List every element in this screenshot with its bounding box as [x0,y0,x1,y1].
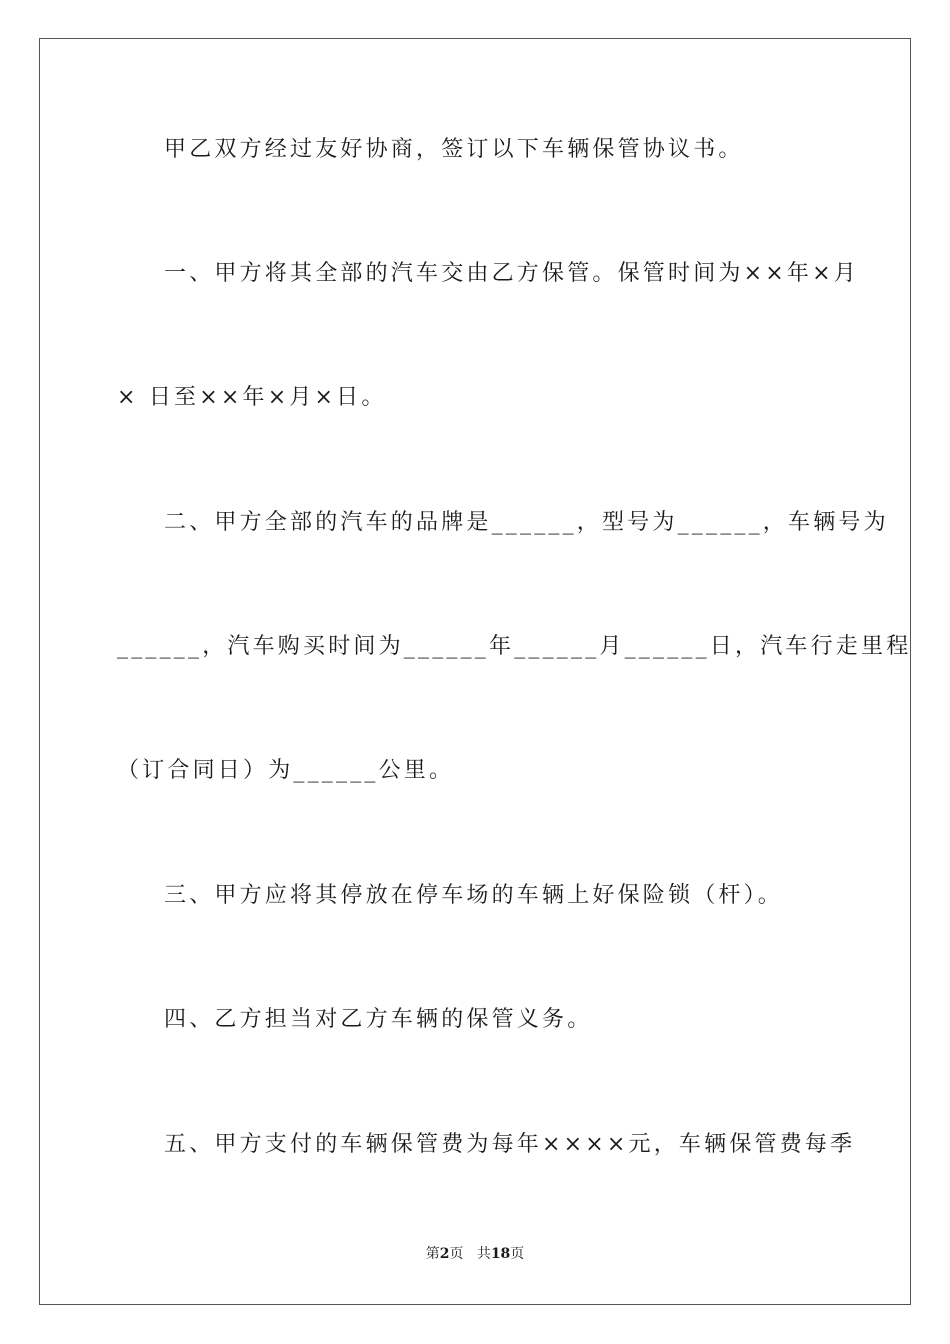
clause-1-line-1: 一、甲方将其全部的汽车交由乙方保管。保管时间为××年×月 [164,261,859,286]
clause-4: 四、乙方担当对乙方车辆的保管义务。 [164,1007,593,1032]
footer-total-prefix: 共 [476,1246,491,1262]
page-footer [0,1244,950,1264]
footer-total-suffix: 页 [510,1246,525,1262]
clause-2-line-2: ______，汽车购买时间为______年______月______日，汽车行走里程 [117,634,912,659]
paragraph-intro: 甲乙双方经过友好协商，签订以下车辆保管协议书。 [164,137,744,162]
clause-3: 三、甲方应将其停放在停车场的车辆上好保险锁（杆）。 [164,883,784,908]
footer-page-prefix: 第 [425,1246,440,1262]
clause-5-line-1: 五、甲方支付的车辆保管费为每年××××元，车辆保管费每季 [164,1132,856,1157]
clause-2-line-1: 二、甲方全部的汽车的品牌是______，型号为______，车辆号为 [164,510,889,535]
footer-total-pages: 18 [490,1246,511,1262]
footer-page-number: 2 [439,1246,450,1262]
page-border [39,38,911,1305]
clause-2-line-3: （订合同日）为______公里。 [117,758,455,783]
footer-page-suffix: 页 [449,1246,464,1262]
clause-1-line-2: × 日至××年×月×日。 [117,385,387,410]
